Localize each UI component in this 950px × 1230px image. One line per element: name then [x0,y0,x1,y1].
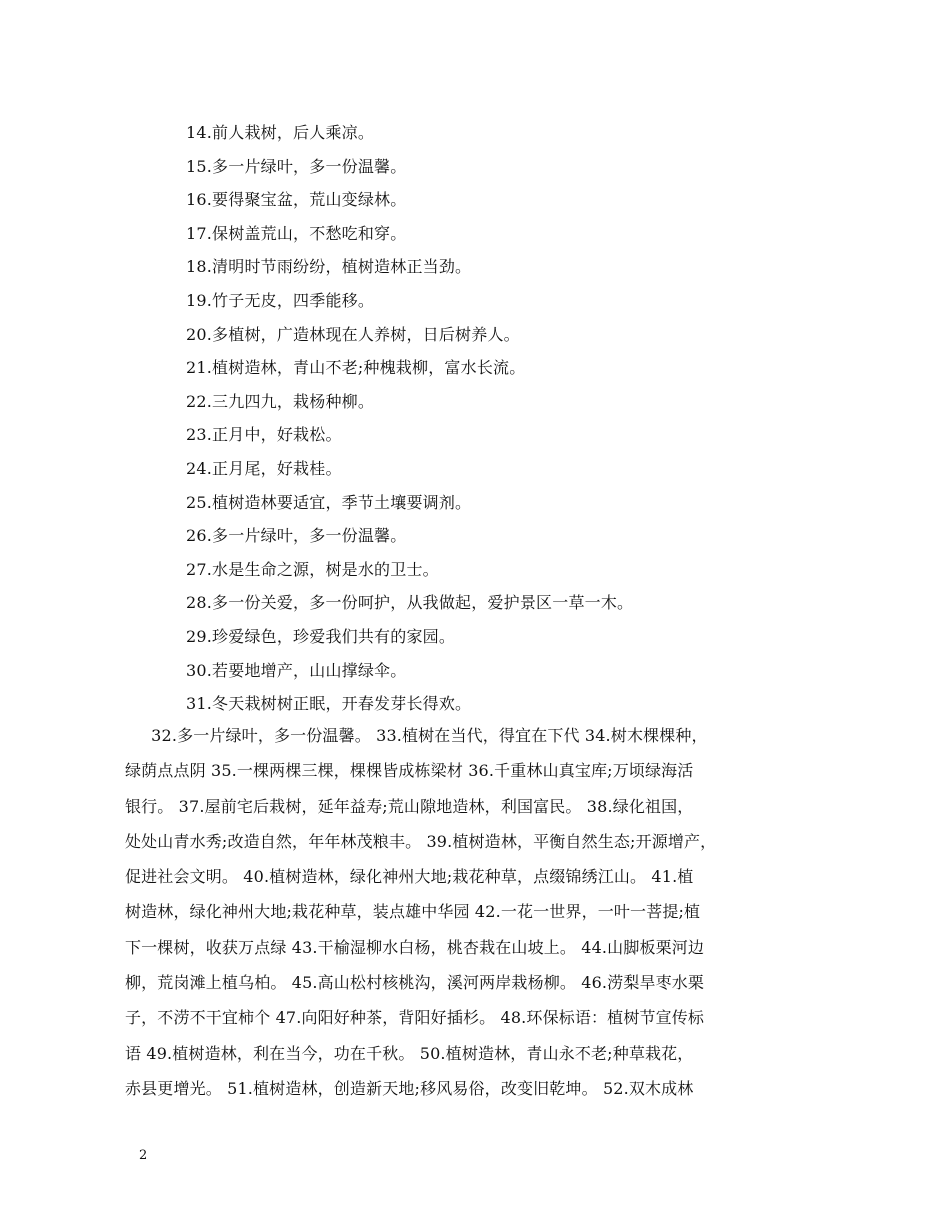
list-item: 17.保树盖荒山，不愁吃和穿。 [186,223,407,243]
numbered-slogan-list [186,116,846,721]
paragraph-line: 赤县更增光。 51.植树造林，创造新天地;移风易俗，改变旧乾坤。 52.双木成林 [125,1078,694,1098]
list-item: 15.多一片绿叶，多一份温馨。 [186,156,407,176]
paragraph-line: 下一棵树，收获万点绿 43.干榆湿柳水白杨，桃杏栽在山坡上。 44.山脚板栗河边 [125,937,705,957]
page-number: 2 [139,1148,148,1163]
body-paragraph [125,718,830,1106]
list-item: 31.冬天栽树树正眠，开春发芽长得欢。 [186,694,472,714]
list-item: 16.要得聚宝盆，荒山变绿林。 [186,190,407,210]
list-item: 24.正月尾，好栽桂。 [186,458,342,478]
list-item: 29.珍爱绿色，珍爱我们共有的家园。 [186,626,456,646]
list-item: 14.前人栽树，后人乘凉。 [186,123,375,142]
paragraph-line: 32.多一片绿叶，多一份温馨。 33.植树在当代，得宜在下代 34.树木棵棵种， [125,726,708,745]
paragraph-line: 处处山青水秀;改造自然，年年林茂粮丰。 39.植树造林，平衡自然生态;开源增产， [125,831,717,851]
list-item: 30.若要地增产，山山撑绿伞。 [186,660,407,680]
list-item: 26.多一片绿叶，多一份温馨。 [186,526,407,546]
paragraph-line: 银行。 37.屋前宅后栽树，延年益寿;荒山隙地造林，利国富民。 38.绿化祖国， [125,796,694,816]
paragraph-line: 语 49.植树造林，利在当今，功在千秋。 50.植树造林，青山永不老;种草栽花， [125,1043,694,1063]
list-item: 20.多植树，广造林现在人养树，日后树养人。 [186,324,520,344]
list-item: 23.正月中，好栽松。 [186,425,342,445]
list-item: 18.清明时节雨纷纷，植树造林正当劲。 [186,257,472,277]
paragraph-line: 子，不涝不干宜柿个 47.向阳好种茶，背阳好插杉。 48.环保标语：植树节宣传标 [125,1008,705,1028]
list-item: 25.植树造林要适宜，季节土壤要调剂。 [186,492,472,512]
list-item: 28.多一份关爱，多一份呵护，从我做起，爱护景区一草一木。 [186,593,634,613]
paragraph-line: 柳，荒岗滩上植乌柏。 45.高山松村核桃沟，溪河两岸栽杨柳。 46.涝梨旱枣水栗 [125,973,705,993]
list-item: 27.水是生命之源，树是水的卫士。 [186,559,439,579]
list-item: 22.三九四九，栽杨种柳。 [186,391,375,411]
paragraph-line: 绿荫点点阴 35.一棵两棵三棵，棵棵皆成栋梁材 36.千重林山真宝库;万顷绿海活 [125,761,694,781]
paragraph-line: 树造林，绿化神州大地;栽花种草，装点雄中华园 42.一花一世界，一叶一菩提;植 [125,902,701,922]
list-item: 21.植树造林，青山不老;种槐栽柳，富水长流。 [186,358,526,378]
paragraph-line: 促进社会文明。 40.植树造林，绿化神州大地;栽花种草，点缀锦绣江山。 41.植 [125,867,694,887]
list-item: 19.竹子无皮，四季能移。 [186,290,375,310]
